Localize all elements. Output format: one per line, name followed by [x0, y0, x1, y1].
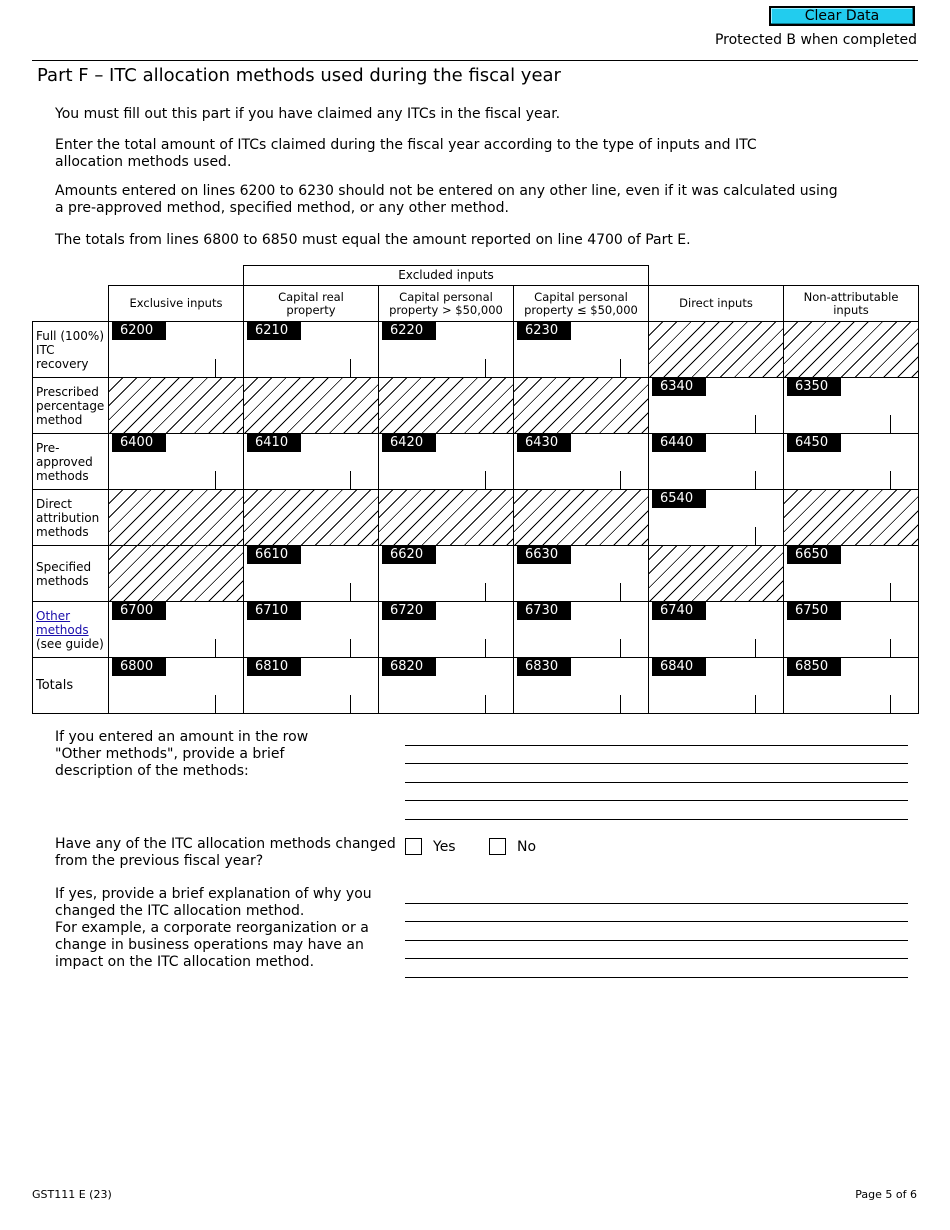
- line-number-badge: 6400: [112, 434, 166, 452]
- not-applicable-cell: [648, 545, 784, 602]
- amount-input[interactable]: [518, 580, 618, 598]
- line-number-badge: 6840: [652, 658, 706, 676]
- amount-input[interactable]: [248, 692, 348, 710]
- row-label: [32, 657, 109, 714]
- not-applicable-cell: [108, 377, 244, 434]
- cents-divider: [485, 695, 486, 713]
- cents-divider: [485, 583, 486, 601]
- line-number-badge: 6810: [247, 658, 301, 676]
- description-line[interactable]: [405, 763, 908, 764]
- cents-divider: [350, 695, 351, 713]
- amount-cell[interactable]: [513, 545, 649, 602]
- cents-divider: [620, 583, 621, 601]
- amount-input[interactable]: [248, 356, 348, 374]
- cents-divider: [350, 639, 351, 657]
- line-number-badge: 6630: [517, 546, 571, 564]
- row-label: [32, 489, 109, 546]
- row-label: [32, 377, 109, 434]
- amount-input[interactable]: [788, 692, 888, 710]
- yes-checkbox[interactable]: [405, 838, 422, 855]
- part-title: Part F – ITC allocation methods used during the fiscal year: [37, 65, 561, 86]
- itc-allocation-table: [32, 265, 918, 713]
- explanation-line[interactable]: [405, 958, 908, 959]
- amount-cell[interactable]: [783, 377, 919, 434]
- amount-input[interactable]: [518, 692, 618, 710]
- line-number-badge: 6410: [247, 434, 301, 452]
- cents-divider: [350, 583, 351, 601]
- cents-divider: [890, 695, 891, 713]
- line-number-badge: 6730: [517, 602, 571, 620]
- methods-changed-prompt: Have any of the ITC allocation methods changed from the previous fiscal year?: [55, 836, 396, 869]
- excluded-inputs-header: Excluded inputs: [243, 265, 649, 286]
- line-number-badge: 6540: [652, 490, 706, 508]
- amount-cell[interactable]: [108, 657, 244, 714]
- cents-divider: [620, 359, 621, 377]
- line-number-badge: 6200: [112, 322, 166, 340]
- not-applicable-cell: [108, 545, 244, 602]
- amount-cell[interactable]: [108, 433, 244, 490]
- not-applicable-cell: [648, 321, 784, 378]
- amount-cell[interactable]: [513, 433, 649, 490]
- not-applicable-cell: [783, 321, 919, 378]
- description-line[interactable]: [405, 782, 908, 783]
- row-label-text: Totals: [36, 677, 74, 693]
- amount-cell[interactable]: [513, 657, 649, 714]
- row-label-text: Specified methods: [36, 559, 92, 588]
- line-number-badge: 6420: [382, 434, 436, 452]
- explain-prompt-line-2: For example, a corporate reorganization or a change in business operations may have an impact on the ITC allocation method.: [55, 920, 369, 970]
- cents-divider: [485, 471, 486, 489]
- description-line[interactable]: [405, 800, 908, 801]
- cents-divider: [485, 359, 486, 377]
- line-number-badge: 6800: [112, 658, 166, 676]
- amount-input[interactable]: [653, 692, 753, 710]
- amount-input[interactable]: [383, 692, 483, 710]
- amount-cell[interactable]: [648, 489, 784, 546]
- amount-cell[interactable]: [108, 601, 244, 658]
- line-number-badge: 6740: [652, 602, 706, 620]
- line-number-badge: 6650: [787, 546, 841, 564]
- amount-cell[interactable]: [648, 601, 784, 658]
- row-label: [32, 321, 109, 378]
- line-number-badge: 6700: [112, 602, 166, 620]
- cents-divider: [620, 639, 621, 657]
- row-label-text: Pre-approved methods: [36, 440, 93, 483]
- explanation-line[interactable]: [405, 940, 908, 941]
- explanation-line[interactable]: [405, 903, 908, 904]
- amount-cell[interactable]: [783, 545, 919, 602]
- cents-divider: [890, 471, 891, 489]
- row-label: [32, 433, 109, 490]
- amount-cell[interactable]: [243, 657, 379, 714]
- column-header: Non-attributable inputs: [783, 285, 919, 322]
- amount-input[interactable]: [383, 356, 483, 374]
- line-number-badge: 6340: [652, 378, 706, 396]
- explanation-line[interactable]: [405, 921, 908, 922]
- amount-cell[interactable]: [783, 433, 919, 490]
- other-methods-prompt: If you entered an amount in the row "Other methods", provide a brief description of the methods:: [55, 729, 309, 779]
- line-number-badge: 6850: [787, 658, 841, 676]
- not-applicable-cell: [513, 489, 649, 546]
- amount-input[interactable]: [113, 468, 213, 486]
- cents-divider: [485, 639, 486, 657]
- cents-divider: [215, 359, 216, 377]
- cents-divider: [215, 695, 216, 713]
- amount-cell[interactable]: [783, 657, 919, 714]
- row-label-text: Prescribed percentage method: [36, 384, 105, 427]
- cents-divider: [350, 359, 351, 377]
- amount-input[interactable]: [653, 412, 753, 430]
- amount-input[interactable]: [248, 636, 348, 654]
- column-header: Capital personal property ≤ $50,000: [513, 285, 649, 322]
- cents-divider: [620, 695, 621, 713]
- line-number-badge: 6710: [247, 602, 301, 620]
- not-applicable-cell: [243, 377, 379, 434]
- amount-input[interactable]: [518, 636, 618, 654]
- amount-input[interactable]: [788, 468, 888, 486]
- amount-input[interactable]: [383, 468, 483, 486]
- cents-divider: [350, 471, 351, 489]
- amount-cell[interactable]: [243, 545, 379, 602]
- amount-input[interactable]: [383, 636, 483, 654]
- amount-cell[interactable]: [648, 377, 784, 434]
- amount-cell[interactable]: [243, 601, 379, 658]
- row-label: [32, 601, 109, 658]
- amount-cell[interactable]: [243, 321, 379, 378]
- column-header: Capital real property: [243, 285, 379, 322]
- line-number-badge: 6430: [517, 434, 571, 452]
- yes-label: Yes: [433, 839, 456, 855]
- amount-input[interactable]: [248, 468, 348, 486]
- cents-divider: [755, 695, 756, 713]
- line-number-badge: 6720: [382, 602, 436, 620]
- other-methods-link[interactable]: Other methods: [36, 608, 89, 637]
- amount-cell[interactable]: [783, 601, 919, 658]
- not-applicable-cell: [108, 489, 244, 546]
- amount-input[interactable]: [518, 468, 618, 486]
- instruction-3: Amounts entered on lines 6200 to 6230 should not be entered on any other line, even if it was calculated using a pre-approved method, specified method, or any other method.: [55, 183, 838, 216]
- not-applicable-cell: [243, 489, 379, 546]
- amount-input[interactable]: [113, 692, 213, 710]
- explain-prompt-line-1: If yes, provide a brief explanation of why you changed the ITC allocation method.: [55, 886, 372, 919]
- amount-cell[interactable]: [648, 657, 784, 714]
- description-line[interactable]: [405, 745, 908, 746]
- cents-divider: [755, 471, 756, 489]
- row-label: [32, 545, 109, 602]
- cents-divider: [890, 639, 891, 657]
- row-label-text: Full (100%) ITC recovery: [36, 328, 105, 371]
- amount-cell[interactable]: [108, 321, 244, 378]
- amount-cell[interactable]: [378, 545, 514, 602]
- row-label-text: Direct attribution methods: [36, 496, 100, 539]
- line-number-badge: 6750: [787, 602, 841, 620]
- amount-input[interactable]: [518, 356, 618, 374]
- cents-divider: [215, 639, 216, 657]
- instruction-2: Enter the total amount of ITCs claimed during the fiscal year according to the type of inputs and ITC allocation methods used.: [55, 137, 757, 170]
- column-header: Capital personal property > $50,000: [378, 285, 514, 322]
- not-applicable-cell: [378, 489, 514, 546]
- cents-divider: [755, 639, 756, 657]
- amount-input[interactable]: [653, 636, 753, 654]
- amount-input[interactable]: [113, 356, 213, 374]
- amount-cell[interactable]: [513, 601, 649, 658]
- form-id: GST111 E (23): [32, 1188, 112, 1201]
- cents-divider: [215, 471, 216, 489]
- explanation-line[interactable]: [405, 977, 908, 978]
- no-checkbox[interactable]: [489, 838, 506, 855]
- line-number-badge: 6610: [247, 546, 301, 564]
- not-applicable-cell: [513, 377, 649, 434]
- not-applicable-cell: [378, 377, 514, 434]
- amount-input[interactable]: [248, 580, 348, 598]
- page-number: Page 5 of 6: [855, 1188, 917, 1201]
- line-number-badge: 6350: [787, 378, 841, 396]
- column-header: Direct inputs: [648, 285, 784, 322]
- protected-notice: Protected B when completed: [714, 32, 917, 48]
- cents-divider: [755, 415, 756, 433]
- amount-cell[interactable]: [513, 321, 649, 378]
- line-number-badge: 6620: [382, 546, 436, 564]
- amount-cell[interactable]: [243, 433, 379, 490]
- line-number-badge: 6820: [382, 658, 436, 676]
- clear-data-button[interactable]: Clear Data: [769, 6, 915, 26]
- explain-prompt: [55, 886, 385, 971]
- amount-cell[interactable]: [378, 657, 514, 714]
- amount-cell[interactable]: [378, 433, 514, 490]
- line-number-badge: 6440: [652, 434, 706, 452]
- line-number-badge: 6450: [787, 434, 841, 452]
- not-applicable-cell: [783, 489, 919, 546]
- amount-cell[interactable]: [648, 433, 784, 490]
- no-label: No: [517, 839, 537, 855]
- amount-input[interactable]: [788, 412, 888, 430]
- line-number-badge: 6210: [247, 322, 301, 340]
- amount-input[interactable]: [653, 468, 753, 486]
- amount-input[interactable]: [788, 580, 888, 598]
- cents-divider: [755, 527, 756, 545]
- line-number-badge: 6830: [517, 658, 571, 676]
- amount-cell[interactable]: [378, 321, 514, 378]
- description-line[interactable]: [405, 819, 908, 820]
- amount-cell[interactable]: [378, 601, 514, 658]
- cents-divider: [620, 471, 621, 489]
- cents-divider: [890, 415, 891, 433]
- line-number-badge: 6230: [517, 322, 571, 340]
- amount-input[interactable]: [653, 524, 753, 542]
- amount-input[interactable]: [788, 636, 888, 654]
- top-divider: [32, 60, 918, 61]
- cents-divider: [890, 583, 891, 601]
- column-header: Exclusive inputs: [108, 285, 244, 322]
- see-guide-note: (see guide): [36, 636, 104, 651]
- instruction-4: The totals from lines 6800 to 6850 must equal the amount reported on line 4700 of Part E.: [55, 232, 691, 248]
- amount-input[interactable]: [383, 580, 483, 598]
- line-number-badge: 6220: [382, 322, 436, 340]
- amount-input[interactable]: [113, 636, 213, 654]
- instruction-1: You must fill out this part if you have claimed any ITCs in the fiscal year.: [55, 106, 561, 122]
